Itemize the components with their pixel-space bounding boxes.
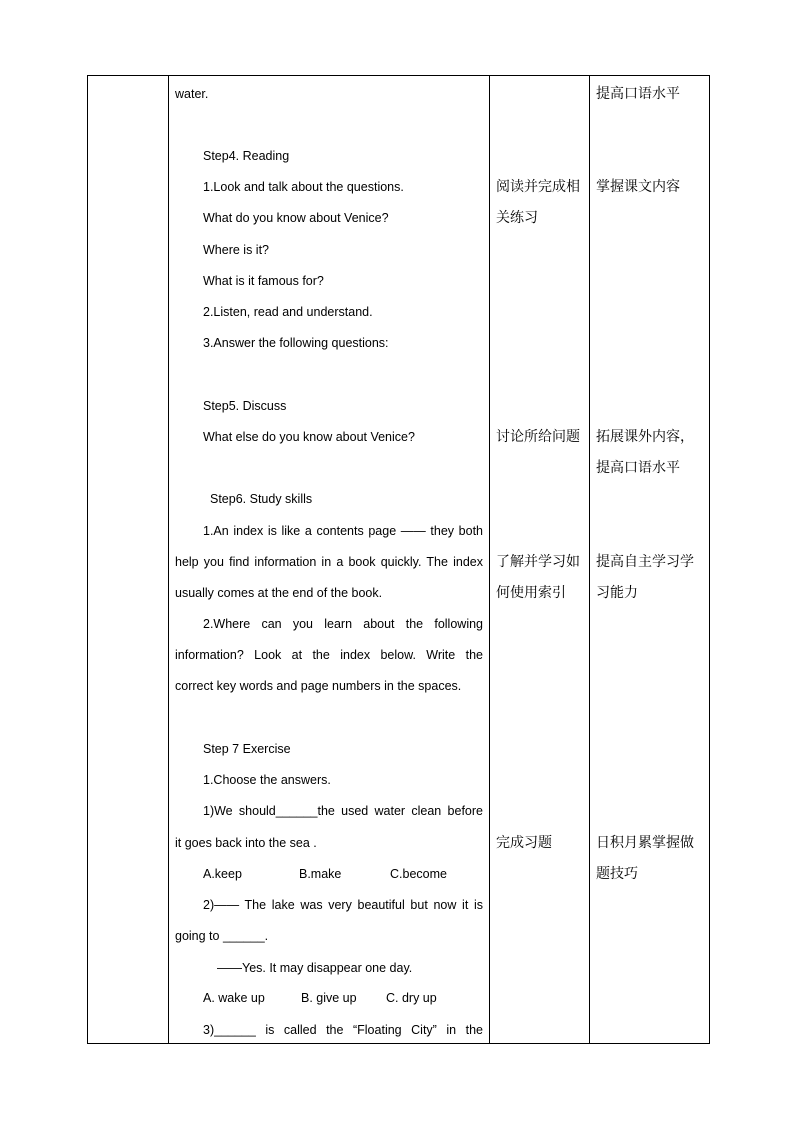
table-row [88,76,710,1044]
content-line: 1.An index is like a contents page —— they both [203,524,483,538]
exercise-option: B. give up [301,991,357,1005]
content-line: 3.Answer the following questions: [203,336,389,350]
purpose-text: 掌握课文内容 [596,178,680,194]
content-line: water. [175,87,209,101]
purpose-text: 题技巧 [596,865,638,881]
content-line: correct key words and page numbers in the spaces. [175,679,462,693]
content-line: 1.Look and talk about the questions. [203,180,404,194]
exercise-line: 2)—— The lake was very beautiful but now it is [203,898,483,912]
exercise-line: 1)We should______the used water clean before [203,804,483,818]
exercise-option: C. dry up [386,991,437,1005]
content-line: 2.Where can you learn about the following [203,617,483,631]
activity-text: 关练习 [496,209,538,225]
step4-heading: Step4. Reading [203,149,290,163]
activity-text: 了解并学习如 [496,553,580,569]
teaching-content-cell [169,76,490,1044]
design-purpose-cell [590,76,710,1044]
content-line: help you find information in a book quickly. The index [175,555,483,569]
purpose-text: 提高口语水平 [596,459,680,475]
content-line: Where is it? [203,243,269,257]
lesson-plan-table [87,75,710,1044]
exercise-option: B.make [299,867,342,881]
exercise-line: going to ______. [175,929,269,943]
exercise-line: ——Yes. It may disappear one day. [217,961,413,975]
purpose-text: 日积月累掌握做 [596,834,694,850]
blank-column-cell [88,76,169,1044]
purpose-text: 提高口语水平 [596,85,680,101]
content-line: 2.Listen, read and understand. [203,305,373,319]
exercise-option: C.become [390,867,447,881]
activity-text: 完成习题 [496,834,552,850]
exercise-option: A. wake up [203,991,265,1005]
activity-text: 何使用索引 [496,584,566,600]
content-line: What is it famous for? [203,274,324,288]
exercise-line: 3)______ is called the “Floating City” in the [203,1023,483,1037]
exercise-line: it goes back into the sea . [175,836,317,850]
content-line: 1.Choose the answers. [203,773,331,787]
purpose-text: 拓展课外内容， [596,428,694,444]
content-line: What else do you know about Venice? [203,430,415,444]
purpose-text: 提高自主学习学 [596,553,694,569]
content-line: information? Look at the index below. Write the [175,648,483,662]
step5-heading: Step5. Discuss [203,399,287,413]
activity-text: 讨论所给问题 [496,428,580,444]
content-line: usually comes at the end of the book. [175,586,383,600]
exercise-option: A.keep [203,867,242,881]
purpose-text: 习能力 [596,584,638,600]
student-activity-cell [490,76,590,1044]
content-line: What do you know about Venice? [203,211,389,225]
activity-text: 阅读并完成相 [496,178,580,194]
step7-heading: Step 7 Exercise [203,742,291,756]
step6-heading: Step6. Study skills [210,492,313,506]
